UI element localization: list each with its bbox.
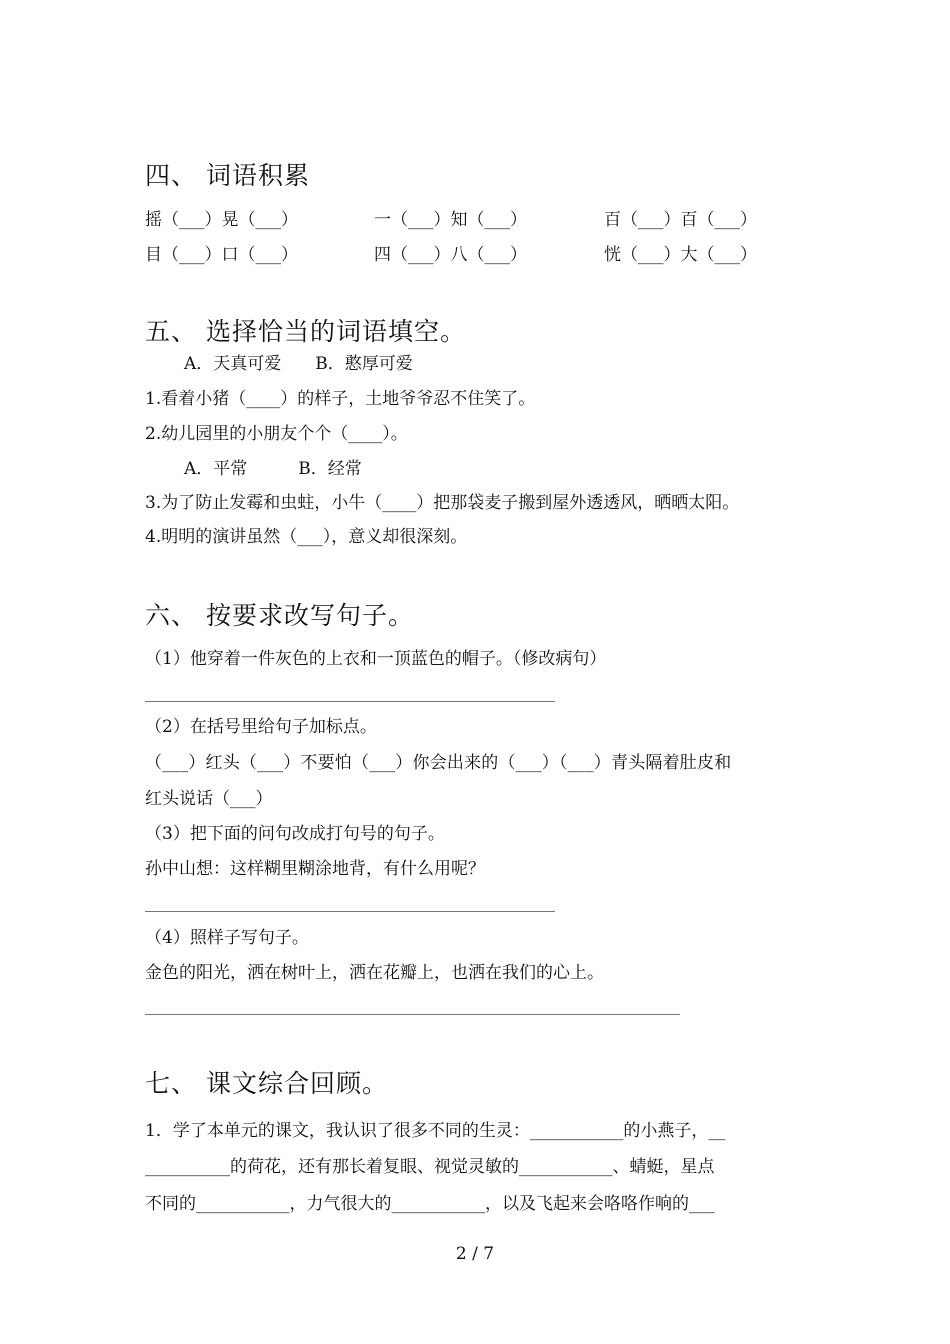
choice-options: A．平常 B．经常 bbox=[184, 459, 362, 479]
word-item: 四（___）八（___） bbox=[374, 245, 527, 265]
section-6-title: 六、 按要求改写句子。 bbox=[145, 601, 414, 630]
section-5-title: 五、 选择恰当的词语填空。 bbox=[145, 317, 466, 346]
word-item: 百（___）百（___） bbox=[604, 210, 757, 230]
question-text: （___）红头（___）不要怕（___）你会出来的（___）（___）青头隔着肚皮和 bbox=[145, 753, 732, 773]
section-7-title: 七、 课文综合回顾。 bbox=[145, 1069, 388, 1098]
page-number: 2 / 7 bbox=[455, 1244, 495, 1264]
question-text: （4）照样子写句子。 bbox=[145, 928, 309, 948]
question-text: 2.幼儿园里的小朋友个个（____）。 bbox=[145, 424, 408, 444]
question-text: 不同的___________，力气很大的___________，以及飞起来会咯咯作响的___ bbox=[145, 1194, 715, 1214]
word-item: 恍（___）大（___） bbox=[604, 245, 757, 265]
word-item: 一（___）知（___） bbox=[374, 210, 527, 230]
question-text: 4.明明的演讲虽然（___），意义却很深刻。 bbox=[145, 527, 468, 547]
question-text: 1.看着小猪（____）的样子，土地爷爷忍不住笑了。 bbox=[145, 389, 536, 409]
question-text: __________的荷花，还有那长着复眼、视觉灵敏的___________、蜻蜓，星点 bbox=[145, 1157, 715, 1177]
answer-line[interactable] bbox=[145, 701, 555, 702]
question-text: 1．学了本单元的课文，我认识了很多不同的生灵：___________的小燕子，__ bbox=[145, 1121, 726, 1141]
question-text: 金色的阳光，洒在树叶上，洒在花瓣上，也洒在我们的心上。 bbox=[145, 963, 604, 983]
choice-options: A．天真可爱 B．憨厚可爱 bbox=[184, 354, 413, 374]
answer-line[interactable] bbox=[145, 911, 555, 912]
word-item: 目（___）口（___） bbox=[145, 245, 298, 265]
answer-line[interactable] bbox=[145, 1014, 680, 1015]
section-4-title: 四、 词语积累 bbox=[145, 161, 310, 190]
question-text: 孙中山想：这样糊里糊涂地背，有什么用呢？ bbox=[145, 859, 485, 879]
word-item: 摇（___）晃（___） bbox=[145, 210, 298, 230]
question-text: 3.为了防止发霉和虫蛀，小牛（____）把那袋麦子搬到屋外透透风，晒晒太阳。 bbox=[145, 493, 740, 513]
question-text: （2）在括号里给句子加标点。 bbox=[145, 717, 377, 737]
question-text: （3）把下面的问句改成打句号的句子。 bbox=[145, 824, 445, 844]
question-text: 红头说话（___） bbox=[145, 789, 273, 809]
question-text: （1）他穿着一件灰色的上衣和一顶蓝色的帽子。（修改病句） bbox=[145, 649, 607, 669]
